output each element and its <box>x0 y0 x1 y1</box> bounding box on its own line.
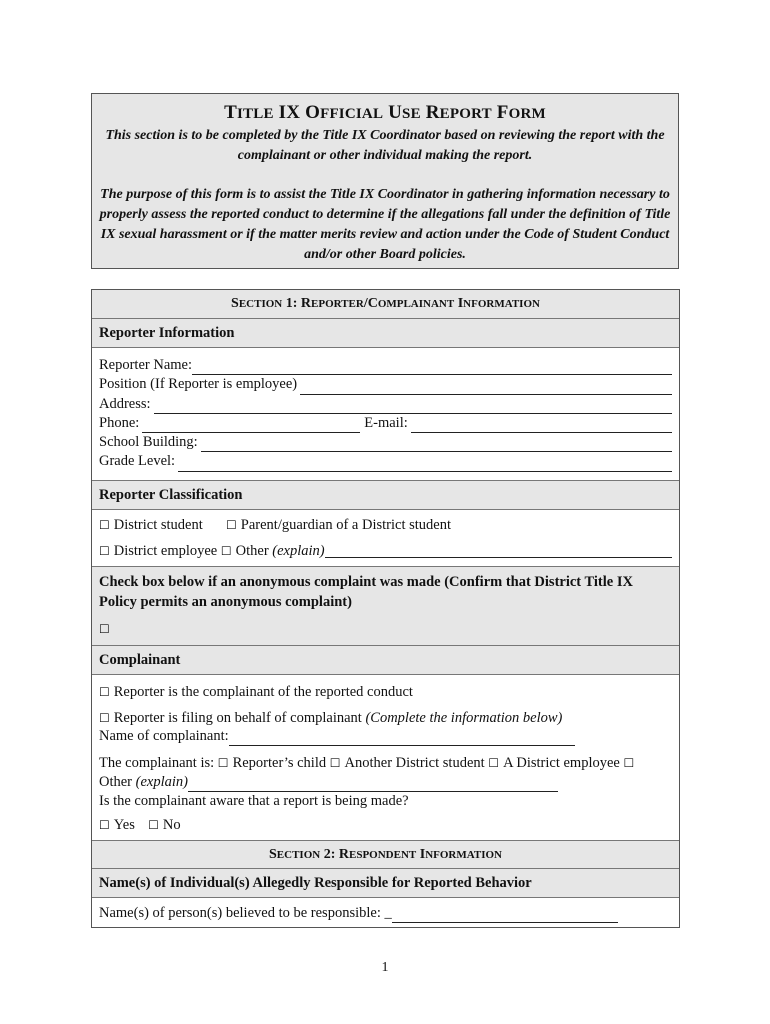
reporters-child-checkbox[interactable]: ☐ <box>217 756 229 771</box>
complainant-aware-question: Is the complainant aware that a report is being made? <box>99 793 409 810</box>
address-line: Address: <box>99 395 672 414</box>
phone-field[interactable] <box>142 419 360 433</box>
district-employee-complainant-checkbox[interactable]: ☐ <box>488 756 500 771</box>
report-form-table <box>91 289 680 928</box>
page-number: 1 <box>381 960 389 975</box>
grade-level-line: Grade Level: <box>99 452 672 471</box>
section-2-heading: SECTION 2: RESPONDENT INFORMATION <box>92 840 679 868</box>
parent-guardian-checkbox[interactable]: ☐ <box>226 517 237 532</box>
another-student-checkbox[interactable]: ☐ <box>329 756 341 771</box>
form-purpose-text: The purpose of this form is to assist the Title IX Coordinator in gathering information necessary to properly assess the reported conduct to determine if the allegations fall under the definition of Title IX sexual harassment or if the matter merits review and action under the Code of Student Conduct and/or other Board policies. <box>99 187 671 262</box>
school-building-field[interactable] <box>201 438 672 452</box>
reporter-name-line: Reporter Name: <box>99 356 672 375</box>
section-1-heading: SECTION 1: REPORTER/COMPLAINANT INFORMATION <box>92 290 679 318</box>
filing-on-behalf-checkbox[interactable]: ☐ <box>99 710 110 725</box>
anonymous-complaint-checkbox[interactable]: ☐ <box>99 621 110 636</box>
respondent-fields: Name(s) of person(s) believed to be responsible: _ <box>92 897 679 927</box>
email-field[interactable] <box>411 419 672 433</box>
reporter-classification-options: ☐ District student ☐ Parent/guardian of a District student ☐ District employee ☐ Other (explain) <box>92 509 679 566</box>
respondent-heading: Name(s) of Individual(s) Allegedly Responsible for Reported Behavior <box>92 868 679 897</box>
district-employee-checkbox[interactable]: ☐ <box>99 543 110 558</box>
complainant-name-field[interactable] <box>229 732 575 746</box>
address-field[interactable] <box>154 400 672 414</box>
complainant-fields: ☐ Reporter is the complainant of the reported conduct ☐ Reporter is filing on behalf of complainant (Complete the information below) Name of complainant: The complainant is: ☐ Reporter’s child ☐ Another District student ☐ A District employee ☐ Other (explain) Is the complainant aware that a report is being made? ☐ Yes ☐ No <box>92 674 679 840</box>
anonymous-complaint-block <box>92 566 679 645</box>
respondent-names-field[interactable] <box>392 909 618 923</box>
position-field[interactable] <box>300 381 672 395</box>
school-building-line: School Building: <box>99 433 672 452</box>
complainant-other-checkbox[interactable]: ☐ <box>623 756 635 771</box>
coordinator-instructions: This section is to be completed by the Title IX Coordinator based on reviewing the report with the complainant or other individual making the report. <box>105 128 665 163</box>
grade-level-field[interactable] <box>178 458 672 472</box>
phone-email-line: Phone: E-mail: <box>99 414 672 433</box>
complainant-heading: Complainant <box>92 645 679 674</box>
reporter-info-fields <box>92 347 679 480</box>
aware-yes-checkbox[interactable]: ☐ <box>99 817 110 832</box>
other-classification-checkbox[interactable]: ☐ <box>220 543 232 558</box>
aware-no-checkbox[interactable]: ☐ <box>148 817 159 832</box>
form-header-box <box>91 93 679 269</box>
reporter-name-field[interactable] <box>192 361 672 375</box>
anonymous-complaint-heading: Check box below if an anonymous complaint was made (Confirm that District Title IX Policy permits an anonymous complaint) <box>99 573 633 610</box>
reporter-is-complainant-checkbox[interactable]: ☐ <box>99 684 110 699</box>
reporter-classification-heading: Reporter Classification <box>92 480 679 509</box>
form-title: TITLE IX OFFICIAL USE REPORT FORM <box>224 102 546 123</box>
reporter-info-heading: Reporter Information <box>92 318 679 347</box>
position-line: Position (If Reporter is employee) <box>99 375 672 394</box>
classification-other-field[interactable] <box>325 544 672 558</box>
complainant-other-field[interactable] <box>188 778 558 792</box>
district-student-checkbox[interactable]: ☐ <box>99 517 110 532</box>
